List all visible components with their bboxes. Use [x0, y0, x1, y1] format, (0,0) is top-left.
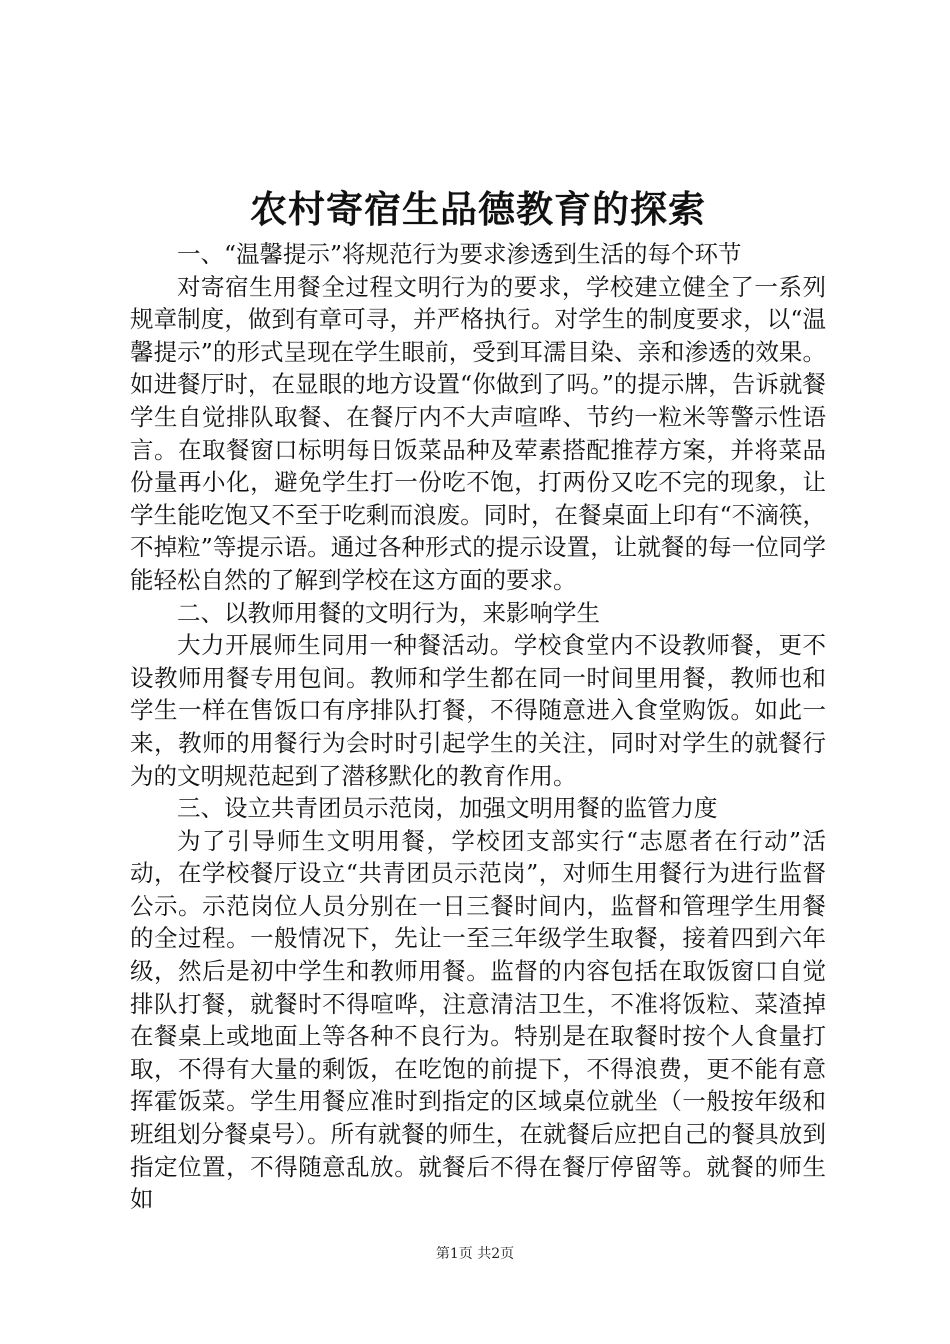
- document-title: 农村寄宿生品德教育的探索: [250, 187, 706, 231]
- section-heading-3: 三、设立共青团员示范岗，加强文明用餐的监管力度: [177, 794, 718, 823]
- section-heading-2: 二、以教师用餐的文明行为，来影响学生: [177, 598, 600, 627]
- section-paragraph-1: 对寄宿生用餐全过程文明行为的要求，学校建立健全了一系列规章制度，做到有章可寻，并严格执行。对学生的制度要求，以“温馨提示”的形式呈现在学生眼前，受到耳濡目染、亲和渗透的效果。如进餐厅时，在显眼的地方设置“你做到了吗。”的提示牌，告诉就餐学生自觉排队取餐、在餐厅内不大声喧哗、节约一粒米等警示性语言。在取餐窗口标明每日饭菜品种及荤素搭配推荐方案，并将菜品份量再小化，避免学生打一份吃不饱，打两份又吃不完的现象，让学生能吃饱又不至于吃剩而浪废。同时，在餐桌面上印有“不滴筷，不掉粒”等提示语。通过各种形式的提示设置，让就餐的每一位同学能轻松自然的了解到学校在这方面的要求。: [130, 272, 826, 594]
- section-heading-1: 一、“温馨提示”将规范行为要求渗透到生活的每个环节: [177, 240, 742, 268]
- section-paragraph-3: 为了引导师生文明用餐，学校团支部实行“志愿者在行动”活动，在学校餐厅设立“共青团员示范岗”，对师生用餐行为进行监督公示。示范岗位人员分别在一日三餐时间内，监督和管理学生用餐的全过程。一般情况下，先让一至三年级学生取餐，接着四到六年级，然后是初中学生和教师用餐。监督的内容包括在取饭窗口自觉排队打餐，就餐时不得喧哗，注意清洁卫生，不准将饭粒、菜渣掉在餐桌上或地面上等各种不良行为。特别是在取餐时按个人食量打取，不得有大量的剩饭，在吃饱的前提下，不得浪费，更不能有意挥霍饭菜。学生用餐应准时到指定的区域桌位就坐（一般按年级和班组划分餐桌号）。所有就餐的师生，在就餐后应把自己的餐具放到指定位置，不得随意乱放。就餐后不得在餐厅停留等。就餐的师生如: [130, 826, 826, 1214]
- section-paragraph-2: 大力开展师生同用一种餐活动。学校食堂内不设教师餐，更不设教师用餐专用包间。教师和学生都在同一时间里用餐，教师也和学生一样在售饭口有序排队打餐，不得随意进入食堂购饭。如此一来，教师的用餐行为会时时引起学生的关注，同时对学生的就餐行为的文明规范起到了潜移默化的教育作用。: [130, 631, 826, 790]
- page-number-footer: 第1页 共2页: [435, 1246, 515, 1262]
- document-page: [130, 180, 826, 1216]
